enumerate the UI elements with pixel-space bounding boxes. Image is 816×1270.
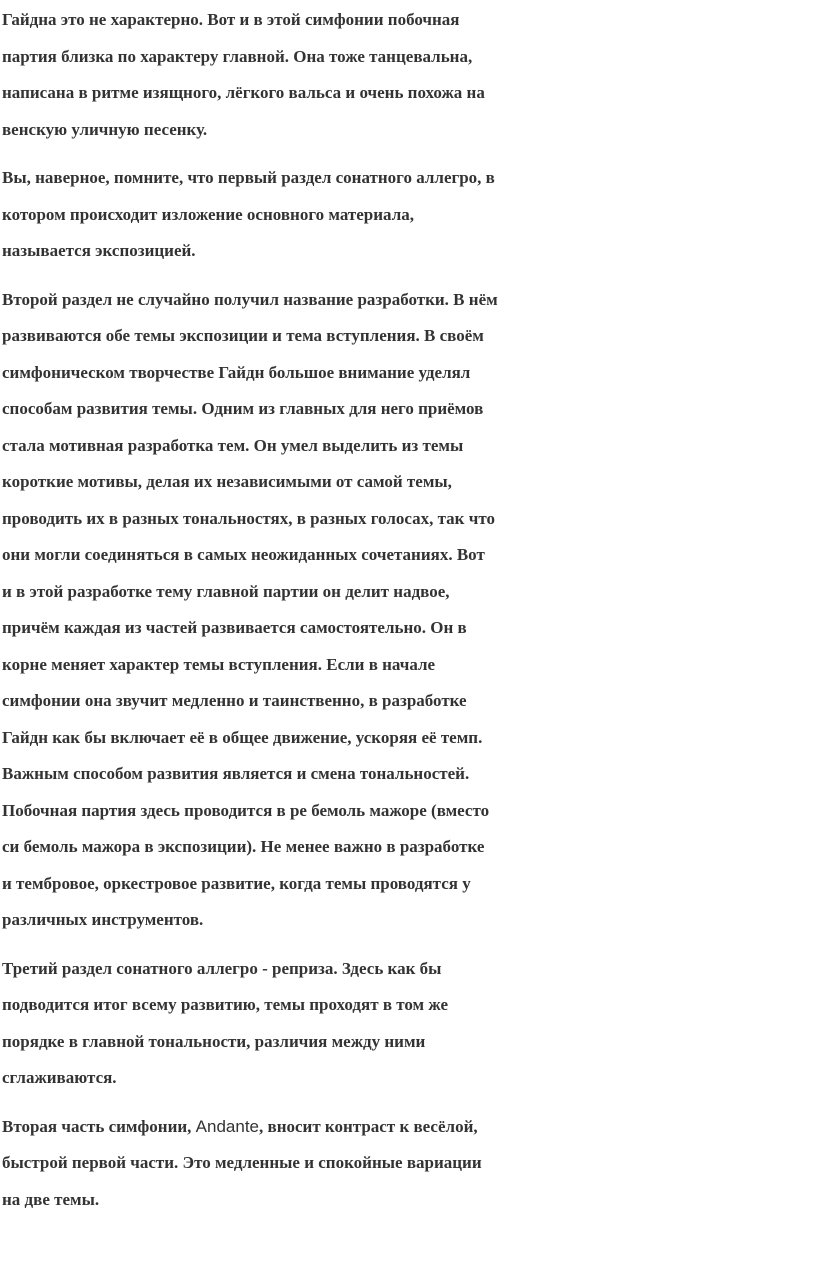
paragraph-exposition bbox=[2, 160, 816, 270]
text-line: симфонии она звучит медленно и таинственно, в разработке bbox=[2, 691, 467, 710]
paragraph-recapitulation bbox=[2, 951, 816, 1097]
paragraph-development bbox=[2, 282, 816, 939]
text-line: симфоническом творчестве Гайдн большое внимание уделял bbox=[2, 362, 471, 382]
text-line: корне меняет характер темы вступления. Если в начале bbox=[2, 654, 436, 674]
text-line: сглаживаются. bbox=[2, 1068, 117, 1087]
andante-word: Andante bbox=[195, 1116, 260, 1136]
text-line: Гайдн как бы включает её в общее движение, ускоряя её темп. bbox=[2, 727, 483, 747]
text-line: причём каждая из частей развивается самостоятельно. Он в bbox=[2, 618, 467, 637]
text-line: короткие мотивы, делая их независимыми от самой темы, bbox=[2, 472, 452, 491]
text-line: Гайдна это не характерно. Вот и в этой симфонии побочная bbox=[2, 10, 460, 29]
paragraph-second-movement bbox=[2, 1109, 816, 1219]
text-line: на две темы. bbox=[2, 1189, 100, 1209]
text-line: партия близка по характеру главной. Она тоже танцевальна, bbox=[2, 46, 473, 66]
text-line: способам развития темы. Одним из главных для него приёмов bbox=[2, 399, 484, 418]
document-page bbox=[2, 2, 816, 1230]
text-line: венскую уличную песенку. bbox=[2, 119, 208, 139]
text-fragment: , вносит контраст к весёлой, bbox=[259, 1116, 478, 1136]
text-line: Вы, наверное, помните, что первый раздел сонатного аллегро, в bbox=[2, 168, 495, 187]
text-line: порядке в главной тональности, различия между ними bbox=[2, 1031, 426, 1051]
text-line: подводится итог всему развитию, темы проходят в том же bbox=[2, 995, 449, 1014]
paragraph-secondary-theme bbox=[2, 2, 816, 148]
text-line: они могли соединяться в самых неожиданных сочетаниях. Вот bbox=[2, 545, 485, 564]
text-line: Важным способом развития является и смена тональностей. bbox=[2, 764, 470, 783]
text-line: Третий раздел сонатного аллегро - реприза. Здесь как бы bbox=[2, 958, 442, 978]
text-line bbox=[2, 1109, 816, 1146]
text-line: быстрой первой части. Это медленные и спокойные вариации bbox=[2, 1153, 482, 1172]
text-line: Побочная партия здесь проводится в ре бемоль мажоре (вместо bbox=[2, 800, 490, 820]
text-line: различных инструментов. bbox=[2, 910, 204, 929]
text-line: и в этой разработке тему главной партии он делит надвое, bbox=[2, 581, 450, 601]
text-line: котором происходит изложение основного материала, bbox=[2, 204, 414, 224]
text-line: развиваются обе темы экспозиции и тема вступления. В своём bbox=[2, 326, 484, 345]
text-line: проводить их в разных тональностях, в разных голосах, так что bbox=[2, 508, 495, 528]
text-line: и тембровое, оркестровое развитие, когда темы проводятся у bbox=[2, 873, 471, 893]
text-line: си бемоль мажора в экспозиции). Не менее важно в разработке bbox=[2, 837, 485, 856]
text-line: написана в ритме изящного, лёгкого вальса и очень похожа на bbox=[2, 83, 485, 102]
text-line: Второй раздел не случайно получил название разработки. В нём bbox=[2, 289, 498, 309]
text-line: стала мотивная разработка тем. Он умел выделить из темы bbox=[2, 435, 464, 455]
text-fragment: Вторая часть симфонии, bbox=[2, 1116, 196, 1136]
text-line: называется экспозицией. bbox=[2, 241, 196, 260]
